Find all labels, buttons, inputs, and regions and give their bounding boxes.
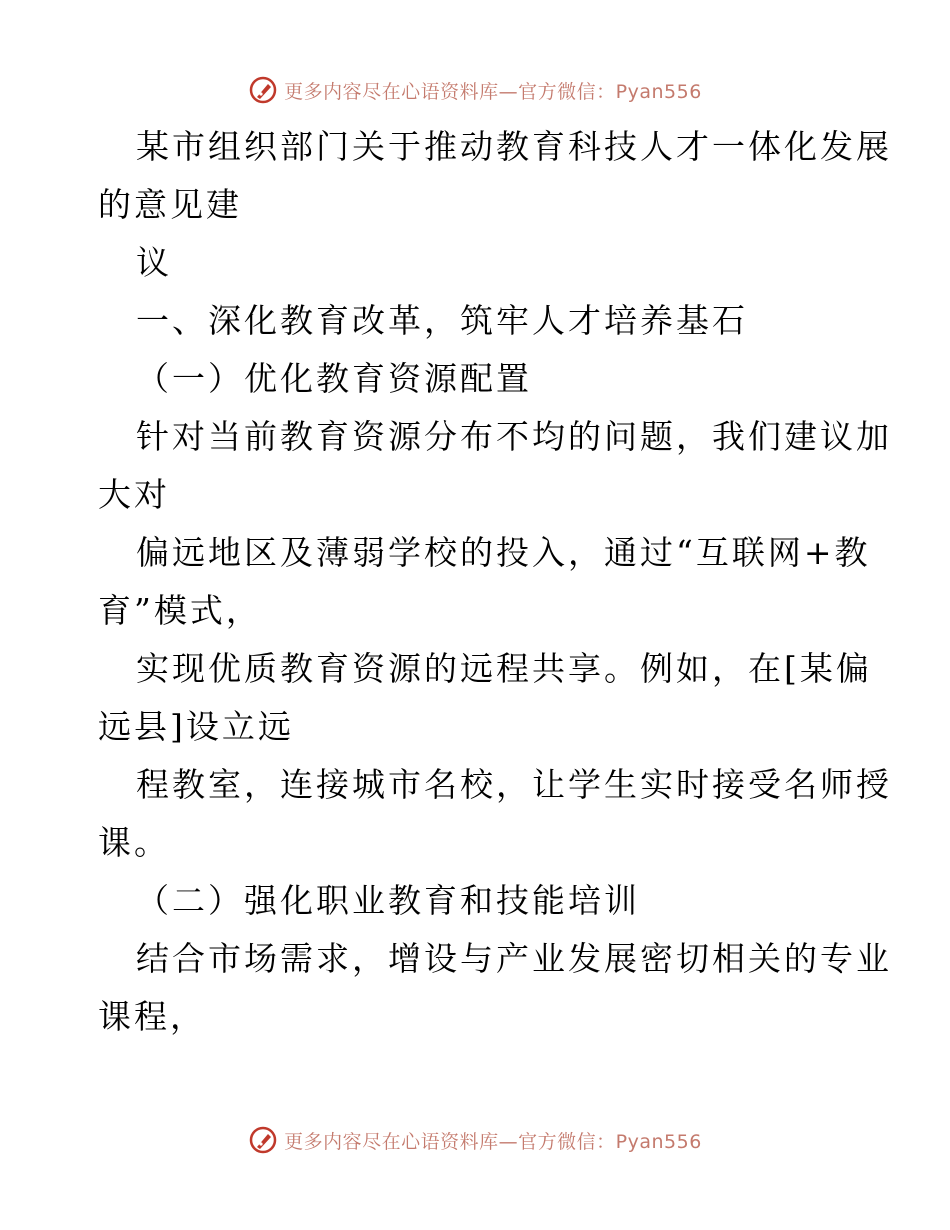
header-watermark <box>0 70 950 110</box>
footer-watermark <box>0 1120 950 1160</box>
title-line-2: 的意见建 <box>98 185 242 224</box>
paragraph-line: 结合市场需求，增设与产业发展密切相关的专业 <box>136 939 892 978</box>
paragraph-line: 偏远地区及薄弱学校的投入，通过“互联网+教 <box>136 533 871 572</box>
document-body <box>98 118 892 1046</box>
paragraph-line: 针对当前教育资源分布不均的问题，我们建议加 <box>136 417 892 456</box>
pen-nib-logo-icon <box>248 75 278 105</box>
paragraph-line: 课程， <box>98 997 206 1036</box>
subsection-heading-2: （二）强化职业教育和技能培训 <box>136 881 640 920</box>
section-heading-1: 一、深化教育改革，筑牢人才培养基石 <box>136 301 748 340</box>
paragraph-line: 育”模式， <box>98 591 262 630</box>
title-line-1: 某市组织部门关于推动教育科技人才一体化发展 <box>136 127 892 166</box>
paragraph-line: 实现优质教育资源的远程共享。例如，在[某偏 <box>136 649 872 688</box>
paragraph-line: 程教室，连接城市名校，让学生实时接受名师授 <box>136 765 892 804</box>
title-line-3: 议 <box>136 243 172 282</box>
paragraph-line: 远县]设立远 <box>98 707 294 746</box>
paragraph-line: 大对 <box>98 475 170 514</box>
pen-nib-logo-icon <box>248 1125 278 1155</box>
subsection-heading-1: （一）优化教育资源配置 <box>136 359 532 398</box>
watermark-text: 更多内容尽在心语资料库—官方微信：Pyan556 <box>284 80 702 103</box>
paragraph-line: 课。 <box>98 823 170 862</box>
watermark-text: 更多内容尽在心语资料库—官方微信：Pyan556 <box>284 1130 702 1153</box>
